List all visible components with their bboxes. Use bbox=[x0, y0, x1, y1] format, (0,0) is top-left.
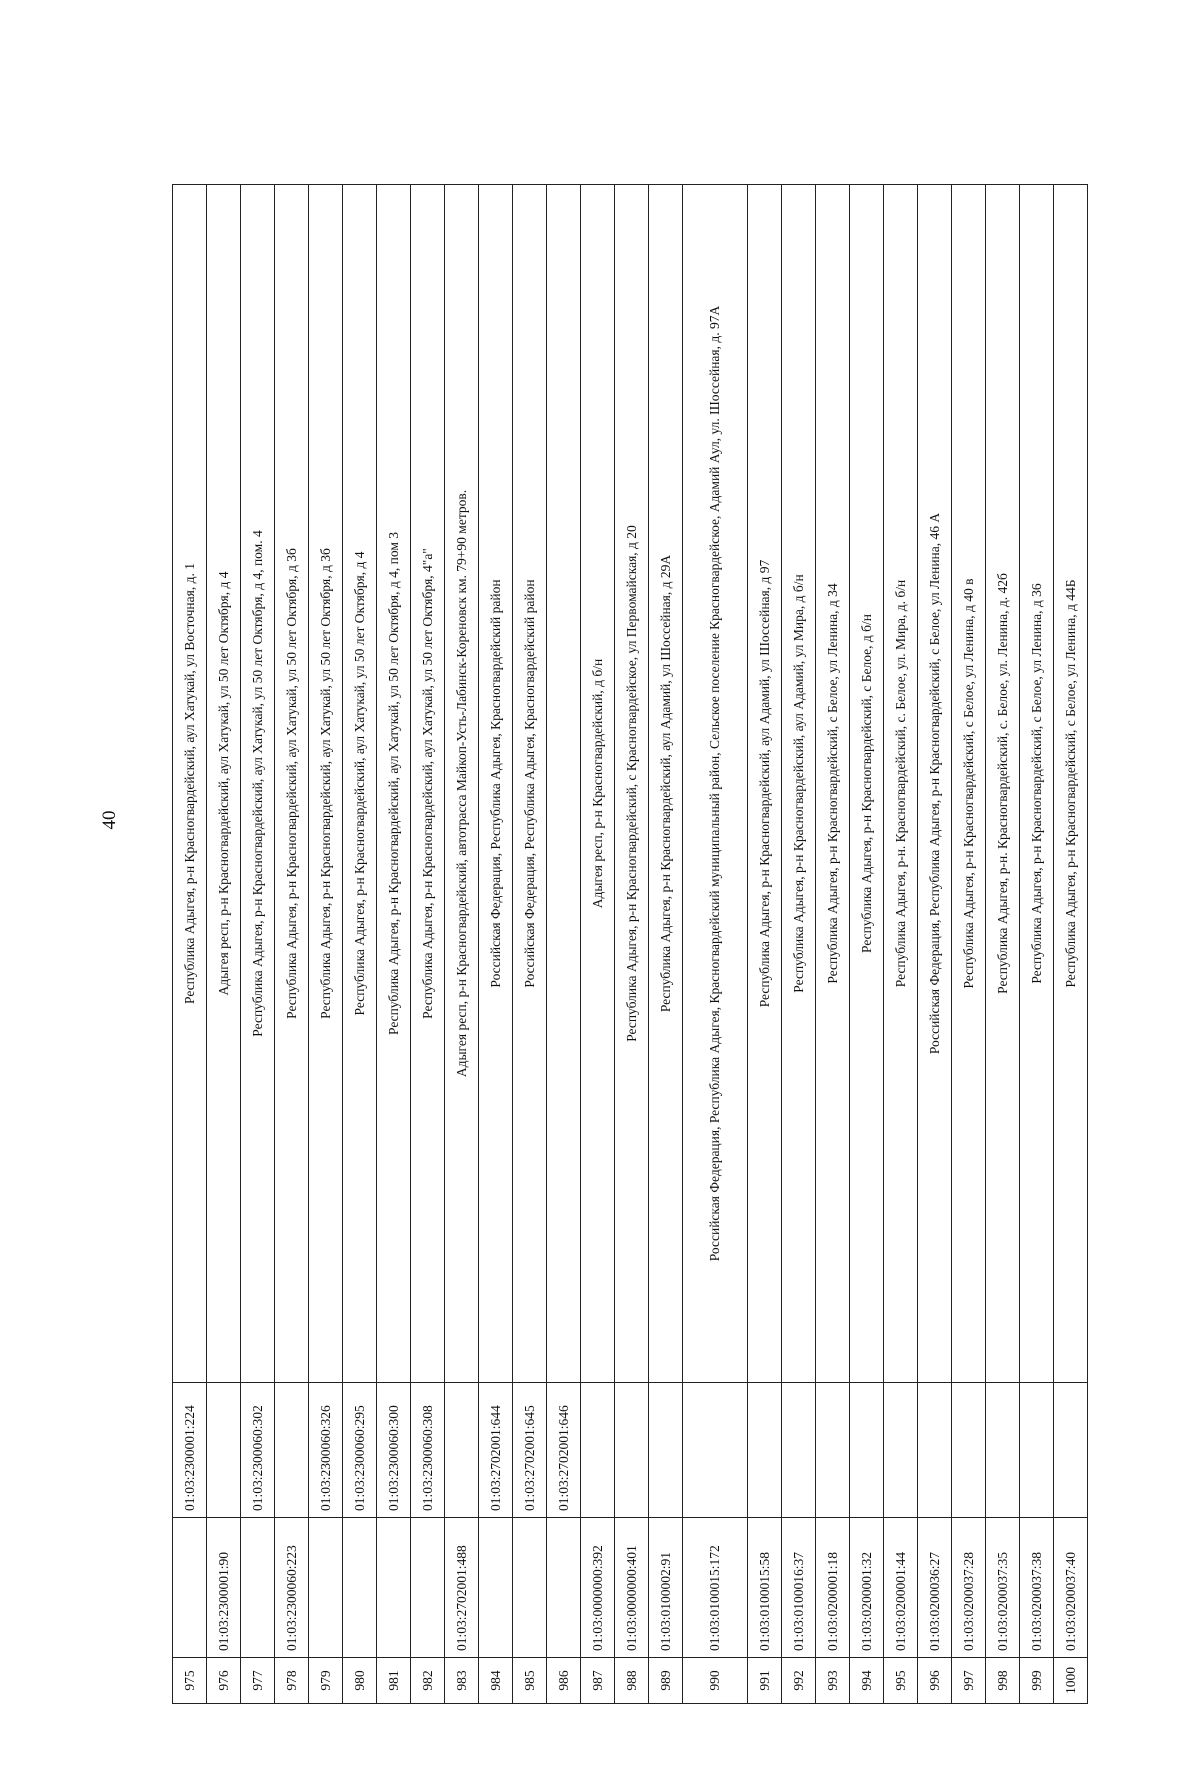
cadastral-number-secondary bbox=[781, 1383, 815, 1518]
table-row bbox=[513, 185, 547, 1704]
address-cell: Адыгея респ, р-н Красногвардейский, д б/н bbox=[581, 185, 615, 1383]
address-cell: Республика Адыгея, р-н. Красногвардейский, с. Белое, ул. Ленина, д. 42б bbox=[985, 185, 1019, 1383]
cadastral-number-secondary bbox=[951, 1383, 985, 1518]
cadastral-number-secondary: 01:03:2300060:300 bbox=[377, 1383, 411, 1518]
address-cell: Республика Адыгея, р-н Красногвардейский, аул Хатукай, ул 50 лет Октября, д 4, пом 3 bbox=[377, 185, 411, 1383]
row-number: 990 bbox=[683, 1658, 747, 1704]
row-number: 981 bbox=[377, 1658, 411, 1704]
row-number: 984 bbox=[479, 1658, 513, 1704]
address-cell: Адыгея респ, р-н Красногвардейский, автотрасса Майкоп-Усть-Лабинск-Кореновск км. 79+90 метров. bbox=[445, 185, 479, 1383]
cadastral-number-primary: 01:03:0200001:44 bbox=[883, 1518, 917, 1658]
address-cell: Республика Адыгея, р-н Красногвардейский, аул Хатукай, ул 50 лет Октября, 4"а" bbox=[411, 185, 445, 1383]
table-row bbox=[917, 185, 951, 1704]
address-cell: Республика Адыгея, р-н Красногвардейский, аул Хатукай, ул Восточная, д. 1 bbox=[173, 185, 207, 1383]
table-row bbox=[615, 185, 649, 1704]
cadastral-number-primary: 01:03:2300001:90 bbox=[207, 1518, 241, 1658]
cadastral-number-primary: 01:03:0200036:27 bbox=[917, 1518, 951, 1658]
row-number: 991 bbox=[747, 1658, 781, 1704]
table-body bbox=[173, 185, 1088, 1704]
row-number: 997 bbox=[951, 1658, 985, 1704]
table-row bbox=[343, 185, 377, 1704]
table-row bbox=[781, 185, 815, 1704]
rotated-page-content bbox=[172, 186, 1088, 1766]
row-number: 986 bbox=[547, 1658, 581, 1704]
address-cell bbox=[547, 185, 581, 1383]
cadastral-number-primary: 01:03:0200037:38 bbox=[1019, 1518, 1053, 1658]
row-number: 980 bbox=[343, 1658, 377, 1704]
cadastral-number-secondary bbox=[275, 1383, 309, 1518]
cadastral-number-secondary bbox=[207, 1383, 241, 1518]
cadastral-number-secondary bbox=[815, 1383, 849, 1518]
address-cell: Республика Адыгея, р-н Красногвардейский, с Белое, ул Ленина, д 36 bbox=[1019, 185, 1053, 1383]
cadastral-number-secondary bbox=[747, 1383, 781, 1518]
cadastral-number-secondary bbox=[445, 1383, 479, 1518]
table-row bbox=[241, 185, 275, 1704]
row-number: 985 bbox=[513, 1658, 547, 1704]
row-number: 983 bbox=[445, 1658, 479, 1704]
row-number: 988 bbox=[615, 1658, 649, 1704]
row-number: 994 bbox=[849, 1658, 883, 1704]
address-cell: Республика Адыгея, р-н Красногвардейский, аул Адамий, ул Мира, д б/н bbox=[781, 185, 815, 1383]
cadastral-number-primary: 01:03:0100015:58 bbox=[747, 1518, 781, 1658]
address-cell: Республика Адыгея, р-н Красногвардейский, аул Адамий, ул Шоссейная, д 97 bbox=[747, 185, 781, 1383]
cadastral-number-secondary bbox=[985, 1383, 1019, 1518]
cadastral-number-primary bbox=[343, 1518, 377, 1658]
row-number: 995 bbox=[883, 1658, 917, 1704]
row-number: 999 bbox=[1019, 1658, 1053, 1704]
address-cell: Российская Федерация, Республика Адыгея, р-н Красногвардейский, с Белое, ул Ленина, 46 А bbox=[917, 185, 951, 1383]
cadastral-number-secondary: 01:03:2300060:295 bbox=[343, 1383, 377, 1518]
cadastral-number-secondary bbox=[1053, 1383, 1087, 1518]
table-row bbox=[849, 185, 883, 1704]
row-number: 996 bbox=[917, 1658, 951, 1704]
table-row bbox=[951, 185, 985, 1704]
table-row bbox=[411, 185, 445, 1704]
cadastral-number-primary bbox=[241, 1518, 275, 1658]
table-row bbox=[815, 185, 849, 1704]
table-row bbox=[1053, 185, 1087, 1704]
address-cell: Республика Адыгея, р-н Красногвардейский, с Белое, ул Ленина, д 34 bbox=[815, 185, 849, 1383]
cadastral-number-secondary: 01:03:2300001:224 bbox=[173, 1383, 207, 1518]
cadastral-number-primary: 01:03:0200037:28 bbox=[951, 1518, 985, 1658]
address-cell: Республика Адыгея, р-н Красногвардейский, аул Хатукай, ул 50 лет Октября, д 4 bbox=[343, 185, 377, 1383]
table-row bbox=[377, 185, 411, 1704]
cadastral-number-primary: 01:03:0000000:401 bbox=[615, 1518, 649, 1658]
address-cell: Республика Адыгея, р-н. Красногвардейский, с. Белое, ул. Мира, д. б/н bbox=[883, 185, 917, 1383]
table-row bbox=[445, 185, 479, 1704]
cadastral-number-secondary bbox=[849, 1383, 883, 1518]
cadastral-number-secondary: 01:03:2702001:645 bbox=[513, 1383, 547, 1518]
cadastral-number-primary bbox=[173, 1518, 207, 1658]
table-row bbox=[479, 185, 513, 1704]
table-row bbox=[747, 185, 781, 1704]
cadastral-number-primary bbox=[547, 1518, 581, 1658]
cadastral-number-primary: 01:03:0200037:40 bbox=[1053, 1518, 1087, 1658]
row-number: 993 bbox=[815, 1658, 849, 1704]
page-number: 40 bbox=[99, 810, 120, 830]
address-cell: Республика Адыгея, р-н Красногвардейский, с Красногвардейское, ул Первомайская, д 20 bbox=[615, 185, 649, 1383]
cadastral-number-secondary bbox=[581, 1383, 615, 1518]
table-row bbox=[581, 185, 615, 1704]
table-row bbox=[883, 185, 917, 1704]
table-row bbox=[985, 185, 1019, 1704]
row-number: 992 bbox=[781, 1658, 815, 1704]
cadastral-number-primary: 01:03:2702001:488 bbox=[445, 1518, 479, 1658]
address-cell: Российская Федерация, Республика Адыгея, Красногвардейский район bbox=[479, 185, 513, 1383]
table-row bbox=[275, 185, 309, 1704]
cadastral-number-primary: 01:03:0200037:35 bbox=[985, 1518, 1019, 1658]
table-row bbox=[173, 185, 207, 1704]
row-number: 978 bbox=[275, 1658, 309, 1704]
cadastral-number-primary: 01:03:0200001:18 bbox=[815, 1518, 849, 1658]
address-cell: Республика Адыгея, р-н Красногвардейский, аул Хатукай, ул 50 лет Октября, д 3б bbox=[309, 185, 343, 1383]
cadastral-number-primary bbox=[411, 1518, 445, 1658]
address-cell: Российская Федерация, Республика Адыгея, Красногвардейский муниципальный район, Сельское поселение Красногвардейское, Адамий Аул, ул. Шоссейная, д. 97А bbox=[683, 185, 747, 1383]
row-number: 1000 bbox=[1053, 1658, 1087, 1704]
row-number: 979 bbox=[309, 1658, 343, 1704]
cadastral-number-secondary: 01:03:2300060:326 bbox=[309, 1383, 343, 1518]
cadastral-number-secondary bbox=[883, 1383, 917, 1518]
cadastral-number-primary: 01:03:0100015:172 bbox=[683, 1518, 747, 1658]
address-cell: Республика Адыгея, р-н Красногвардейский, с Белое, ул Ленина, д 44Б bbox=[1053, 185, 1087, 1383]
cadastral-number-primary: 01:03:0100002:91 bbox=[649, 1518, 683, 1658]
cadastral-number-secondary bbox=[615, 1383, 649, 1518]
row-number: 987 bbox=[581, 1658, 615, 1704]
cadastral-number-primary: 01:03:0000000:392 bbox=[581, 1518, 615, 1658]
row-number: 989 bbox=[649, 1658, 683, 1704]
address-cell: Республика Адыгея, р-н Красногвардейский, с Белое, ул Ленина, д 40 в bbox=[951, 185, 985, 1383]
cadastral-number-primary: 01:03:2300060:223 bbox=[275, 1518, 309, 1658]
table-row bbox=[649, 185, 683, 1704]
row-number: 977 bbox=[241, 1658, 275, 1704]
cadastral-number-secondary: 01:03:2300060:308 bbox=[411, 1383, 445, 1518]
table-row bbox=[547, 185, 581, 1704]
table-row bbox=[309, 185, 343, 1704]
table-row bbox=[1019, 185, 1053, 1704]
cadastral-number-primary bbox=[513, 1518, 547, 1658]
row-number: 982 bbox=[411, 1658, 445, 1704]
row-number: 976 bbox=[207, 1658, 241, 1704]
cadastral-number-secondary bbox=[917, 1383, 951, 1518]
address-cell: Республика Адыгея, р-н Красногвардейский, аул Адамий, ул Шоссейная, д 29А bbox=[649, 185, 683, 1383]
cadastral-number-primary: 01:03:0200001:32 bbox=[849, 1518, 883, 1658]
table-row bbox=[207, 185, 241, 1704]
row-number: 998 bbox=[985, 1658, 1019, 1704]
cadastral-number-primary bbox=[377, 1518, 411, 1658]
table-row bbox=[683, 185, 747, 1704]
cadastral-number-primary bbox=[479, 1518, 513, 1658]
cadastral-number-secondary bbox=[649, 1383, 683, 1518]
cadastral-number-primary bbox=[309, 1518, 343, 1658]
address-cell: Республика Адыгея, р-н Красногвардейский, аул Хатукай, ул 50 лет Октября, д 4, пом. 4 bbox=[241, 185, 275, 1383]
cadastral-number-secondary bbox=[1019, 1383, 1053, 1518]
address-cell: Республика Адыгея, р-н Красногвардейский, аул Хатукай, ул 50 лет Октября, д 3б bbox=[275, 185, 309, 1383]
cadastral-number-secondary: 01:03:2300060:302 bbox=[241, 1383, 275, 1518]
cadastral-number-secondary bbox=[683, 1383, 747, 1518]
row-number: 975 bbox=[173, 1658, 207, 1704]
cadastral-register-table bbox=[172, 184, 1088, 1704]
cadastral-number-primary: 01:03:0100016:37 bbox=[781, 1518, 815, 1658]
cadastral-number-secondary: 01:03:2702001:644 bbox=[479, 1383, 513, 1518]
address-cell: Республика Адыгея, р-н Красногвардейский, с Белое, д б/н bbox=[849, 185, 883, 1383]
cadastral-number-secondary: 01:03:2702001:646 bbox=[547, 1383, 581, 1518]
address-cell: Адыгея респ, р-н Красногвардейский, аул Хатукай, ул 50 лет Октября, д 4 bbox=[207, 185, 241, 1383]
address-cell: Российская Федерация, Республика Адыгея, Красногвардейский район bbox=[513, 185, 547, 1383]
